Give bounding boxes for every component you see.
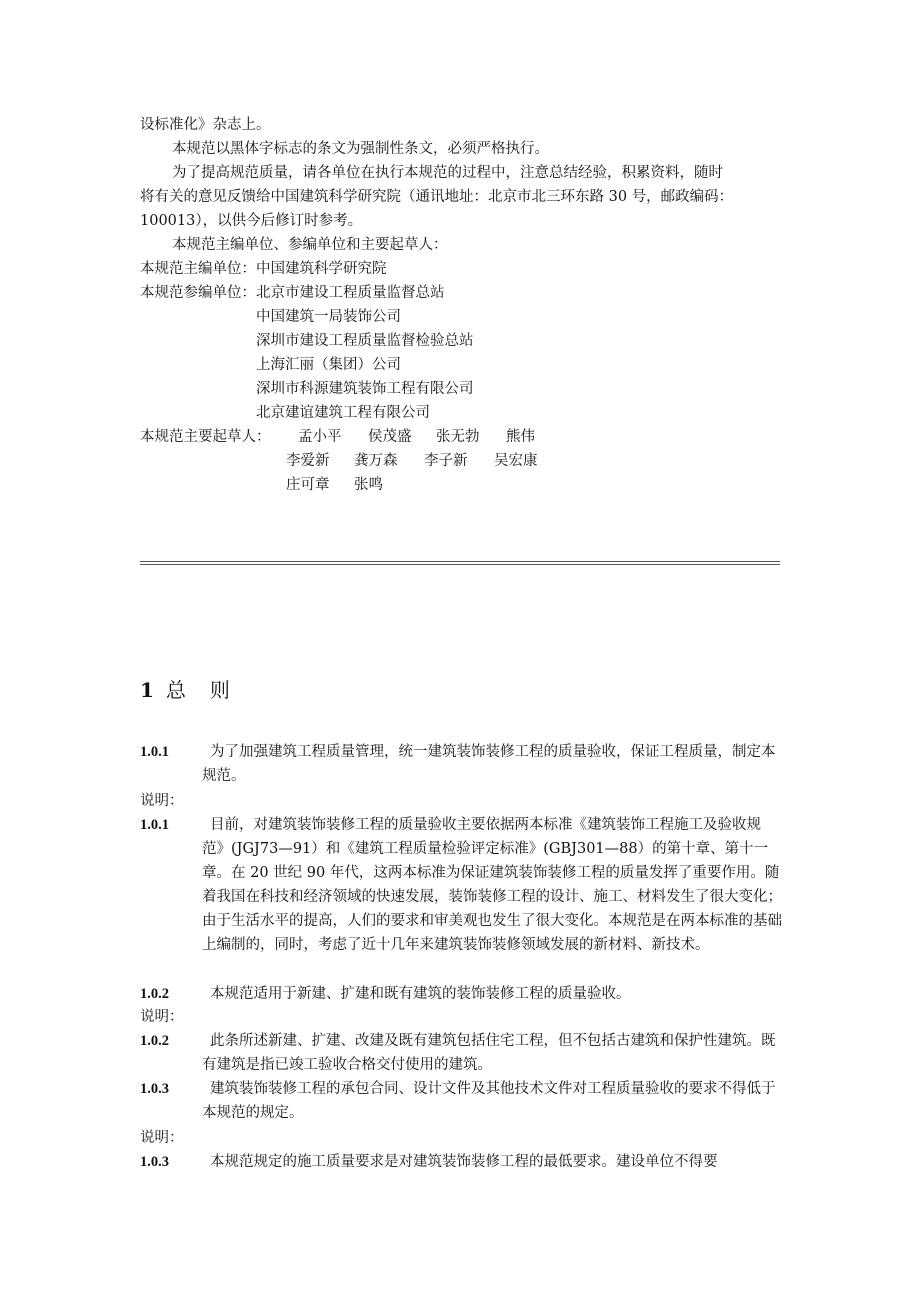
clause — [140, 982, 782, 1006]
drafter-name: 李爱新 — [286, 453, 330, 469]
chief-unit: 中国建筑科学研究院 — [256, 261, 387, 277]
preface-line-3: 为了提高规范质量，请各单位在执行本规范的过程中，注意总结经验，积累资料，随时 — [172, 165, 723, 181]
drafter-name: 张鸣 — [354, 477, 383, 493]
clause-explanation — [140, 813, 782, 957]
clause-number: 1.0.1 — [140, 744, 169, 760]
clause-number: 1.0.2 — [140, 1033, 169, 1049]
clause — [140, 740, 782, 788]
participating-unit: 深圳市科源建筑装饰工程有限公司 — [256, 381, 474, 397]
clause-text: 为了加强建筑工程质量管理，统一建筑装饰装修工程的质量验收，保证工程质量，制定本规范。 — [202, 744, 776, 784]
drafter-name: 张无勃 — [436, 429, 480, 445]
clause-text: 此条所述新建、扩建、改建及既有建筑包括住宅工程，但不包括古建筑和保护性建筑。既有建筑是指已竣工验收合格交付使用的建筑。 — [202, 1033, 776, 1073]
preface-line-1: 设标准化》杂志上。 — [140, 117, 271, 133]
drafter-name: 熊伟 — [506, 429, 535, 445]
clause-explanation — [140, 1150, 782, 1174]
drafter-name: 吴宏康 — [494, 453, 538, 469]
participating-unit: 北京建谊建筑工程有限公司 — [256, 405, 430, 421]
preface-line-4: 将有关的意见反馈给中国建筑科学研究院（通讯地址：北京市北三环东路 30 号，邮政编码： — [140, 189, 734, 205]
explanation-label: 说明： — [140, 793, 184, 809]
participating-unit: 上海汇丽（集团）公司 — [256, 357, 401, 373]
chief-unit-label: 本规范主编单位： — [140, 261, 256, 277]
drafter-name: 龚万森 — [354, 453, 398, 469]
clause-text: 本规范适用于新建、扩建和既有建筑的装饰装修工程的质量验收。 — [210, 986, 631, 1002]
clause-text: 建筑装饰装修工程的承包合同、设计文件及其他技术文件对工程质量验收的要求不得低于本规范的规定。 — [202, 1081, 776, 1121]
chapter-title-part: 则 — [209, 678, 230, 702]
drafter-name: 李子新 — [424, 453, 468, 469]
preface-line-2: 本规范以黑体字标志的条文为强制性条文，必须严格执行。 — [172, 141, 549, 157]
drafters-label: 本规范主要起草人： — [140, 429, 271, 445]
clause-text: 目前，对建筑装饰装修工程的质量验收主要依据两本标准《建筑装饰工程施工及验收规范》(JGJ73—91）和《建筑工程质量检验评定标准》(GBJ301—88）的第十章、第十一章。在 20 世纪 90 年代，这两本标准为保证建筑装饰装修工程的质量发挥了重要作用。随着我国在科技和经济领域的快速发展，装饰装修工程的设计、施工、材料发生了很大变化；由于生活水平的提高，人们的要求和审美观也发生了很大变化。本规范是在两本标准的基础上编制的，同时，考虑了近十几年来建筑装饰装修领域发展的新材料、新技术。 — [202, 817, 782, 953]
preface-line-6: 本规范主编单位、参编单位和主要起草人： — [172, 237, 448, 253]
section-divider — [140, 561, 780, 565]
drafter-name: 侯茂盛 — [368, 429, 412, 445]
explanation-label: 说明： — [140, 1009, 184, 1025]
clause — [140, 1077, 782, 1125]
preface-line-5: 100013），以供今后修订时参考。 — [140, 213, 363, 229]
clause-number: 1.0.1 — [140, 817, 169, 833]
drafter-name: 庄可章 — [286, 477, 330, 493]
chapter-number: 1 — [140, 678, 154, 702]
clause-number: 1.0.3 — [140, 1154, 169, 1170]
chapter-heading — [140, 676, 230, 704]
clause-number: 1.0.3 — [140, 1081, 169, 1097]
drafter-name: 孟小平 — [298, 429, 342, 445]
participating-unit: 中国建筑一局装饰公司 — [256, 309, 401, 325]
explanation-label: 说明： — [140, 1130, 184, 1146]
chapter-title-part: 总 — [165, 678, 186, 702]
clause-text: 本规范规定的施工质量要求是对建筑装饰装修工程的最低要求。建设单位不得要 — [210, 1154, 718, 1170]
participating-unit: 深圳市建设工程质量监督检验总站 — [256, 333, 474, 349]
clause-explanation — [140, 1029, 782, 1077]
participating-unit: 北京市建设工程质量监督总站 — [256, 285, 445, 301]
clause-number: 1.0.2 — [140, 986, 169, 1002]
participating-label: 本规范参编单位： — [140, 285, 256, 301]
